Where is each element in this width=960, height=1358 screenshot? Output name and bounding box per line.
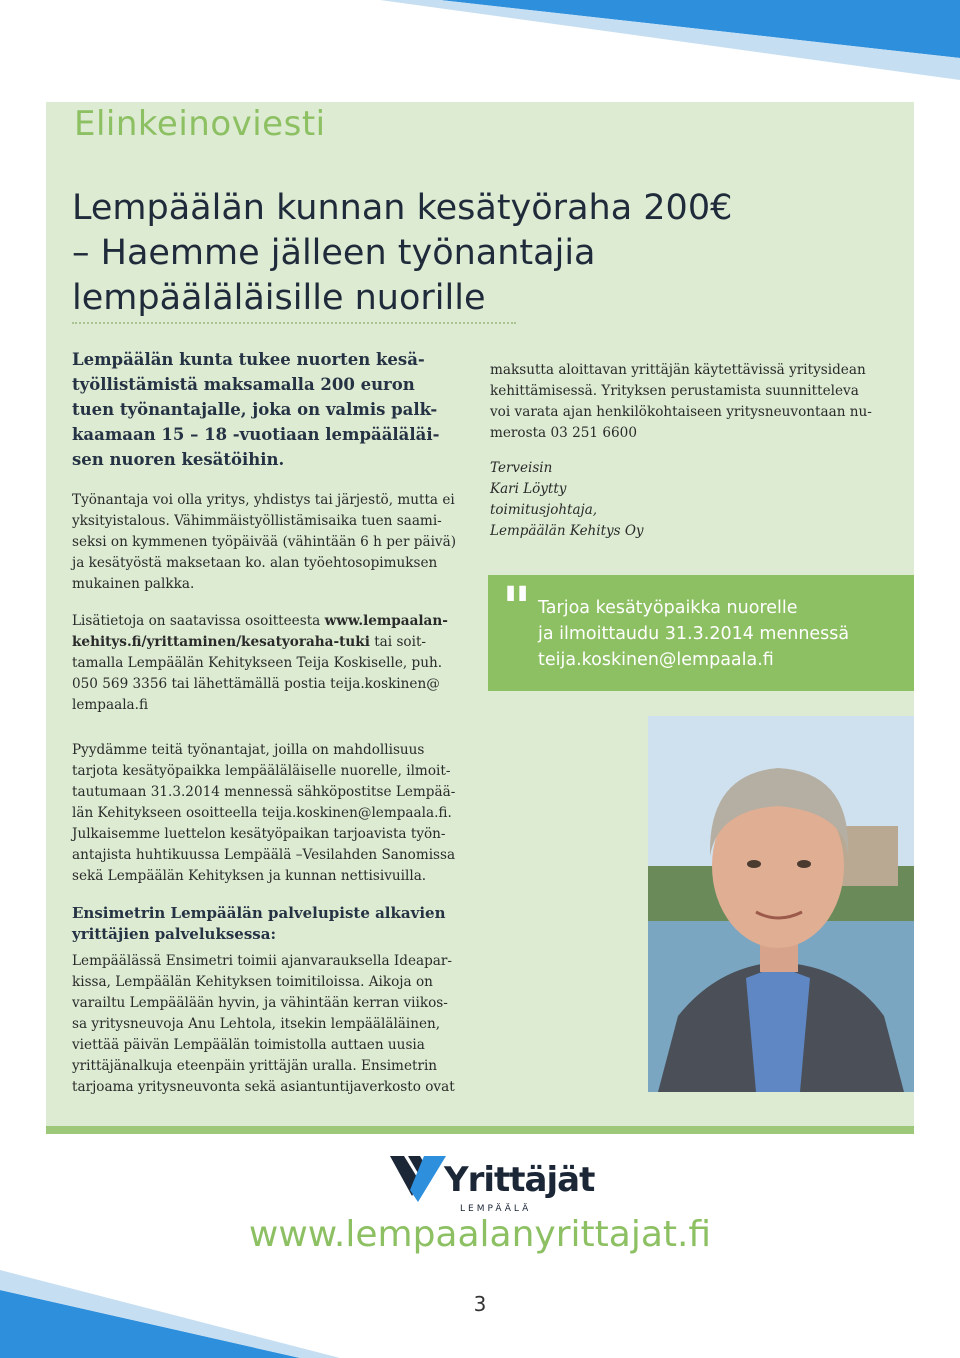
text-line: Pyydämme teitä työnantajat, joilla on mahdollisuus xyxy=(72,742,425,758)
paragraph-call-to-employers xyxy=(72,740,470,887)
text-line: lempaala.fi xyxy=(72,697,149,713)
text-line: tarjoama yritysneuvonta sekä asiantuntijaverkosto ovat xyxy=(72,1079,455,1095)
signer-organization: Lempäälän Kehitys Oy xyxy=(490,523,644,539)
paragraph-employer-eligibility xyxy=(72,490,470,595)
headline-line: Lempäälän kunnan kesätyöraha 200€ xyxy=(72,188,733,228)
text-line: yrittäjien palveluksessa: xyxy=(72,925,276,943)
text-line xyxy=(72,632,470,653)
text-line: tarjota kesätyöpaikka lempääläläiselle nuorelle, ilmoit- xyxy=(72,763,451,779)
signature-block xyxy=(490,458,890,542)
text-line: Julkaisemme luettelon kesätyöpaikan tarjoavista työn- xyxy=(72,826,446,842)
callout-email[interactable]: teija.koskinen@lempaala.fi xyxy=(538,650,774,670)
text-line xyxy=(72,611,470,632)
section-label: Elinkeinoviesti xyxy=(74,104,326,144)
text-line: yksityistalous. Vähimmäistyöllistämisaika tuen saami- xyxy=(72,513,442,529)
text-line: varailtu Lempäälään hyvin, ja vähintään kerran viikos- xyxy=(72,995,448,1011)
headline-line: lempääläläisille nuorille xyxy=(72,278,486,318)
text-line: Ensimetrin Lempäälän palvelupiste alkavien xyxy=(72,904,446,922)
logo-location: LEMPÄÄLÄ xyxy=(460,1204,532,1214)
text-line: Työnantaja voi olla yritys, yhdistys tai järjestö, mutta ei xyxy=(72,492,455,508)
text-line: sa yritysneuvoja Anu Lehtola, itsekin lempääläläinen, xyxy=(72,1016,441,1032)
lead-paragraph xyxy=(72,347,470,472)
headline xyxy=(72,186,832,321)
stripe-blue-band xyxy=(440,0,960,58)
signer-name: Kari Löytty xyxy=(490,481,567,497)
text-line: viettää päivän Lempäälän toimistolla auttaen uusia xyxy=(72,1037,425,1053)
paragraph-ensimetri xyxy=(72,951,470,1098)
text-line: työllistämistä maksamalla 200 euron xyxy=(72,375,415,394)
text-line: yrittäjänalkuja eteenpäin yrittäjän uralla. Ensimetrin xyxy=(72,1058,438,1074)
portrait-photo xyxy=(648,716,914,1092)
yrittajat-logo xyxy=(390,1152,595,1218)
right-column xyxy=(490,360,890,542)
headline-line: – Haemme jälleen työnantajia xyxy=(72,233,596,273)
page-number: 3 xyxy=(473,1292,487,1316)
text-line: kehittämisessä. Yrityksen perustamista suunnitteleva xyxy=(490,383,859,399)
text-line: kaamaan 15 – 18 -vuotiaan lempääläläi- xyxy=(72,425,440,444)
text-line: Lempäälän kunta tukee nuorten kesä- xyxy=(72,350,425,369)
callout-text xyxy=(538,595,849,673)
text-line: ja ilmoittaudu 31.3.2014 mennessä xyxy=(538,624,850,644)
text-line: ja kesätyöstä maksetaan ko. alan työehtosopimuksen xyxy=(72,555,438,571)
logo-wordmark: Yrittäjät xyxy=(444,1160,595,1200)
shirt-shape xyxy=(746,966,810,1092)
text-line: sen nuoren kesätöihin. xyxy=(72,450,285,469)
callout-box xyxy=(488,575,914,691)
paragraph-ensimetri-continued xyxy=(490,360,890,444)
text-line: län Kehitykseen osoitteella teija.koskinen@lempaala.fi. xyxy=(72,805,452,821)
panel-bottom-rule xyxy=(46,1126,914,1134)
left-column xyxy=(72,347,470,1114)
logo-mark-icon xyxy=(390,1156,446,1206)
text-line: antajista huhtikuussa Lempäälä –Vesilahden Sanomissa xyxy=(72,847,456,863)
text-line: kissa, Lempäälän Kehityksen toimitiloissa. Aikoja on xyxy=(72,974,433,990)
text-line: Terveisin xyxy=(490,460,553,476)
paragraph-more-info xyxy=(72,611,470,716)
website-url[interactable]: www.lempaalanyrittajat.fi xyxy=(248,1214,712,1255)
right-eye xyxy=(797,860,811,868)
text-line: tamalla Lempäälän Kehitykseen Teija Koskiselle, puh. xyxy=(72,655,443,671)
info-link[interactable]: www.lempaalan- xyxy=(324,613,448,629)
text-fragment: tai soit- xyxy=(374,634,427,650)
quote-mark-icon: " xyxy=(502,576,532,641)
stripe-light-band xyxy=(380,0,960,80)
left-eye xyxy=(747,860,761,868)
dotted-divider xyxy=(72,322,516,324)
subheading-ensimetri xyxy=(72,903,470,945)
text-line: merosta 03 251 6600 xyxy=(490,425,637,441)
text-line: maksutta aloittavan yrittäjän käytettävissä yritysidean xyxy=(490,362,866,378)
info-link-path[interactable]: kehitys.fi/yrittaminen/kesatyoraha-tuki xyxy=(72,634,370,650)
text-line: mukainen palkka. xyxy=(72,576,195,592)
text-line: Tarjoa kesätyöpaikka nuorelle xyxy=(538,598,798,618)
text-line: sekä Lempäälän Kehityksen ja kunnan nettisivuilla. xyxy=(72,868,427,884)
signer-title: toimitusjohtaja, xyxy=(490,502,598,518)
text-fragment: Lisätietoja on saatavissa osoitteesta xyxy=(72,613,321,629)
text-line: Lempäälässä Ensimetri toimii ajanvarauksella Ideapar- xyxy=(72,953,452,969)
text-line: tuen työnantajalle, joka on valmis palk- xyxy=(72,400,438,419)
text-line: seksi on kymmenen työpäivää (vähintään 6 h per päivä) xyxy=(72,534,457,550)
text-line: 050 569 3356 tai lähettämällä postia teija.koskinen@ xyxy=(72,676,440,692)
text-line: voi varata ajan henkilökohtaiseen yritysneuvontaan nu- xyxy=(490,404,872,420)
text-line: tautumaan 31.3.2014 mennessä sähköpostitse Lempää- xyxy=(72,784,456,800)
